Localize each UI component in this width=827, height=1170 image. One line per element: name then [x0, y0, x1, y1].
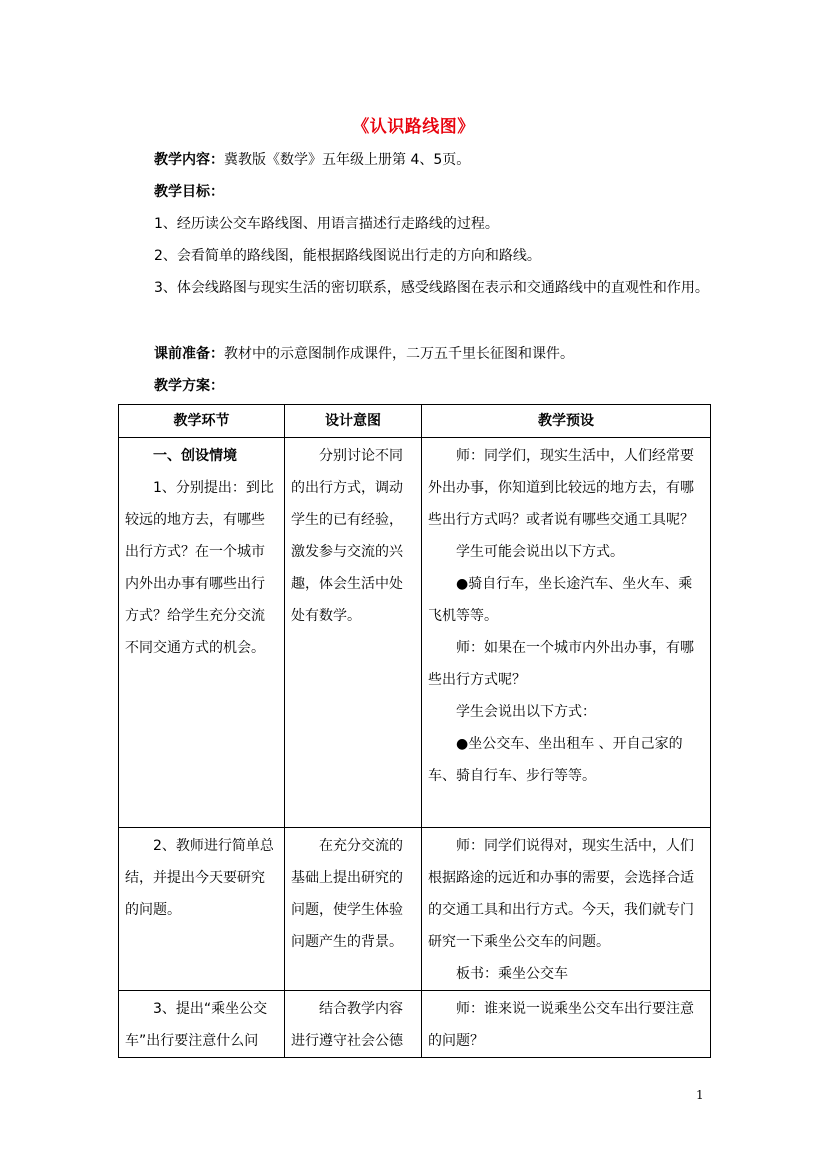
row1-intent: 分别讨论不同的出行方式，调动学生的已有经验，激发参与交流的兴趣，体会生活中处处有数学。 — [291, 448, 403, 624]
header-teaching-preset: 教学预设 — [422, 405, 711, 438]
row2-preset-cell — [422, 828, 711, 991]
goal-item-1: 1、经历读公交车路线图、用语言描述行走路线的过程。 — [154, 216, 499, 232]
row2-preset-1: 师：同学们说得对，现实生活中，人们根据路途的远近和办事的需要，会选择合适的交通工具和出行方式。今天，我们就专门研究一下乘坐公交车的问题。 — [428, 838, 694, 950]
row3-preset-1: 师：谁来说一说乘坐公交车出行要注意的问题？ — [428, 1001, 694, 1049]
row1-preset-4: 师：如果在一个城市内外出办事，有哪些出行方式呢？ — [428, 640, 694, 688]
row1-preset-1: 师：同学们，现实生活中，人们经常要外出办事，你知道到比较远的地方去，有哪些出行方式吗？或者说有哪些交通工具呢？ — [428, 448, 694, 528]
row1-preset-2: 学生可能会说出以下方式。 — [456, 544, 624, 560]
row1-preset-5: 学生会说出以下方式： — [456, 704, 596, 720]
teaching-content-label: 教学内容： — [154, 152, 224, 168]
teaching-plan-label: 教学方案： — [154, 378, 224, 394]
row3-intent: 结合教学内容进行遵守社会公德 — [291, 1001, 403, 1049]
table-row — [119, 828, 711, 991]
header-teaching-step: 教学环节 — [119, 405, 285, 438]
row3-step: 3、提出“乘坐公交车”出行要注意什么问 — [125, 1001, 268, 1049]
class-prep-label: 课前准备： — [154, 346, 224, 362]
row2-step: 2、教师进行简单总结，并提出今天要研究的问题。 — [125, 838, 274, 918]
row3-step-cell — [119, 991, 285, 1058]
row1-preset-6: ●坐公交车、坐出租车 、开自己家的车、骑自行车、步行等等。 — [428, 736, 683, 784]
row3-preset-cell — [422, 991, 711, 1058]
goal-item-3: 3、体会线路图与现实生活的密切联系，感受线路图在表示和交通路线中的直观性和作用。 — [154, 280, 709, 296]
class-prep-text: 教材中的示意图制作成课件，二万五千里长征图和课件。 — [224, 346, 574, 362]
table-row — [119, 991, 711, 1058]
teaching-goals-label: 教学目标： — [154, 184, 224, 200]
row3-intent-cell — [285, 991, 422, 1058]
row2-step-cell — [119, 828, 285, 991]
row1-section: 一、创设情境 — [153, 448, 237, 464]
row1-preset-cell — [422, 438, 711, 828]
teaching-content — [118, 144, 710, 176]
class-prep — [118, 338, 710, 370]
row2-intent-cell — [285, 828, 422, 991]
row2-preset-2: 板书：乘坐公交车 — [456, 966, 568, 982]
teaching-plan-table — [118, 404, 711, 1058]
page-number: 1 — [696, 1088, 704, 1102]
row1-step-cell — [119, 438, 285, 828]
row1-step: 1、分别提出：到比较远的地方去，有哪些出行方式？在一个城市内外出办事有哪些出行方式？给学生充分交流不同交通方式的机会。 — [125, 480, 274, 656]
table-header-row — [119, 405, 711, 438]
table-row — [119, 438, 711, 828]
goal-item-2: 2、会看简单的路线图，能根据路线图说出行走的方向和路线。 — [154, 248, 541, 264]
teaching-content-text: 冀教版《数学》五年级上册第 4、5页。 — [224, 152, 471, 168]
row2-intent: 在充分交流的基础上提出研究的问题，使学生体验问题产生的背景。 — [291, 838, 403, 950]
row1-intent-cell — [285, 438, 422, 828]
document-title: 《认识路线图》 — [352, 117, 475, 137]
row1-preset-3: ●骑自行车，坐长途汽车、坐火车、乘飞机等等。 — [428, 576, 693, 624]
header-design-intent: 设计意图 — [285, 405, 422, 438]
